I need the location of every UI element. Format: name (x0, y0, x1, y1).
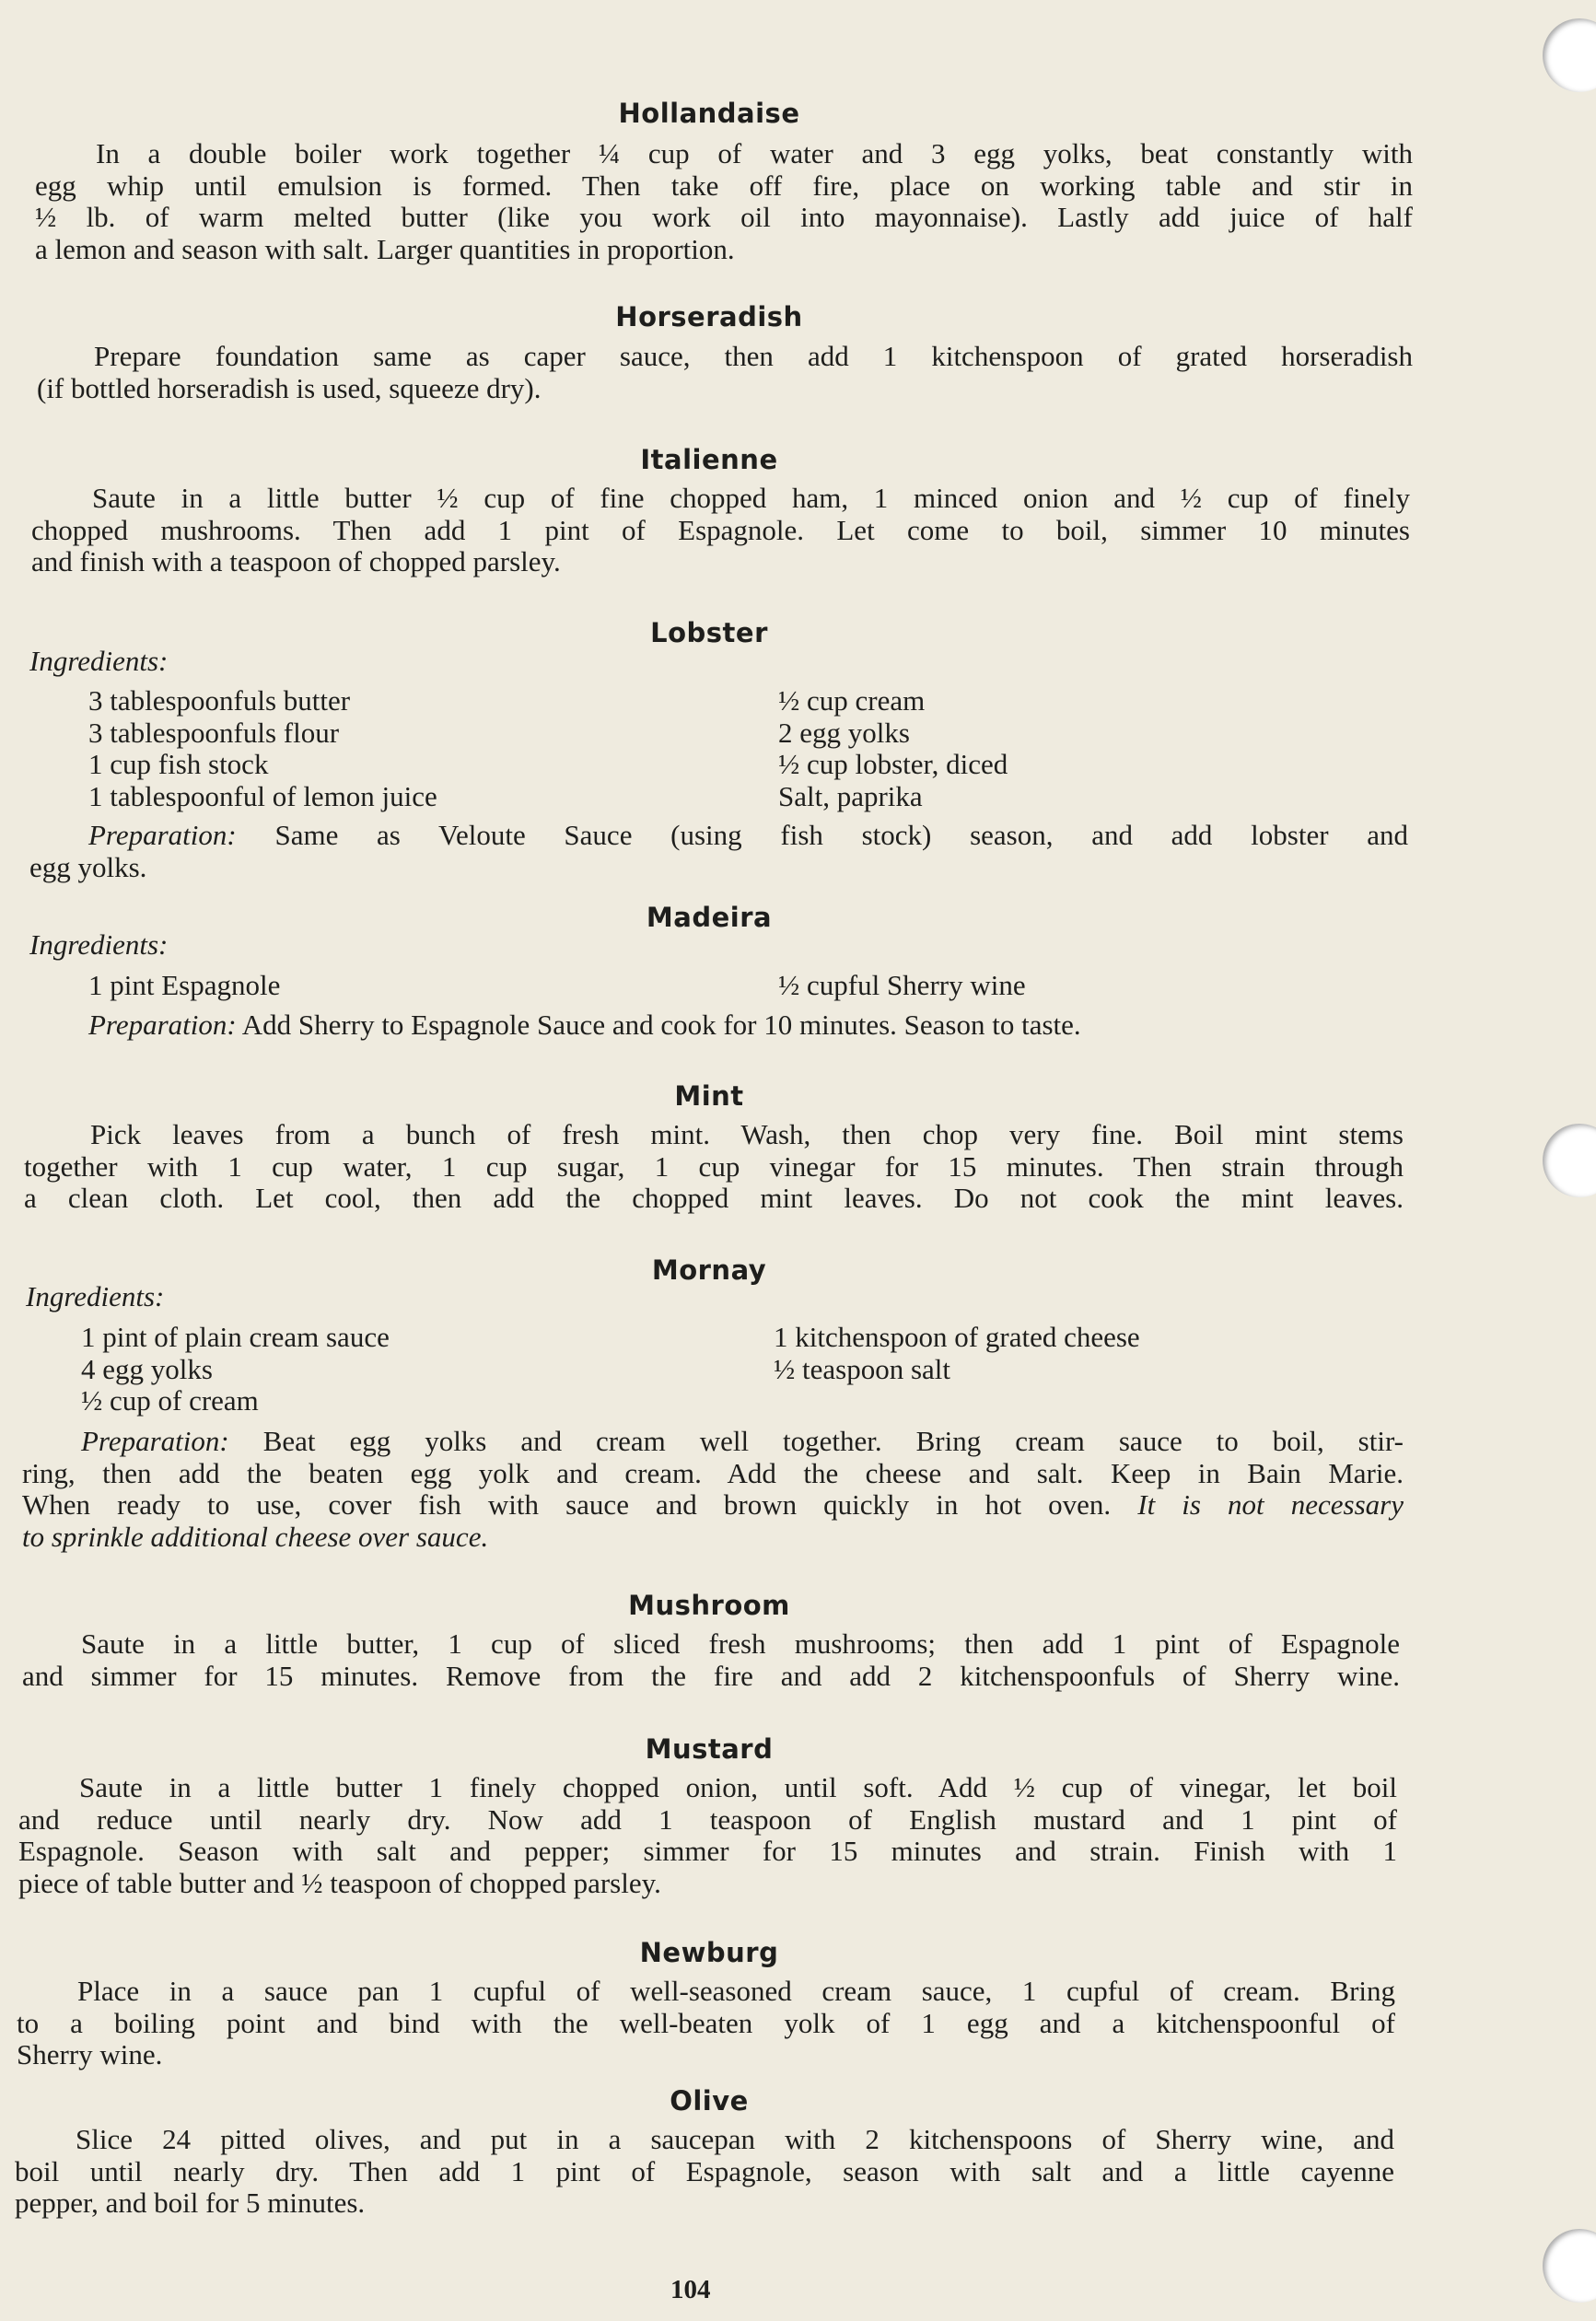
ingredient-item: ½ teaspoon salt (774, 1352, 950, 1385)
ingredient-item: 1 tablespoonful of lemon juice (88, 779, 437, 812)
text-line: Sherry wine. (17, 2038, 163, 2070)
ingredient-item: 1 kitchenspoon of grated cheese (774, 1321, 1140, 1353)
recipe-title-italienne: Italienne (640, 444, 778, 475)
recipe-title-lobster: Lobster (650, 617, 768, 648)
text-line: Saute in a little butter 1 finely chopped onion, until soft. Add ½ cup of vinegar, let boil (79, 1771, 1397, 1803)
recipe-body-hollandaise (35, 138, 1413, 265)
ingredient-item: ½ cup cream (778, 684, 926, 717)
ingredients-right-madeira (778, 970, 1026, 1002)
text-line: a clean cloth. Let cool, then add the chopped mint leaves. Do not cook the mint leaves. (24, 1182, 1404, 1214)
ingredients-right-lobster (778, 685, 1008, 812)
recipe-title-mint: Mint (674, 1080, 744, 1112)
prep-text: When ready to use, cover fish with sauce and brown quickly in hot oven. (22, 1488, 1112, 1521)
ingredient-item: 2 egg yolks (778, 716, 910, 749)
text-line: egg yolks. (29, 850, 147, 883)
recipe-title-olive: Olive (670, 2085, 749, 2117)
recipe-prep-madeira (88, 1009, 1405, 1042)
text-line: and reduce until nearly dry. Now add 1 teaspoon of English mustard and 1 pint of (18, 1802, 1397, 1836)
text-line: and finish with a teaspoon of chopped parsley. (31, 545, 561, 577)
text-line (22, 1426, 1404, 1458)
binder-hole (1543, 2229, 1596, 2303)
ingredients-right-mornay (774, 1322, 1140, 1385)
page-number: 104 (670, 2275, 711, 2304)
ingredient-item: ½ cup lobster, diced (778, 748, 1008, 780)
prep-text: Beat egg yolks and cream well together. Bring cream sauce to boil, stir- (262, 1425, 1404, 1457)
ingredient-item: 1 cup fish stock (88, 748, 269, 780)
prep-label: Preparation: (81, 1425, 229, 1457)
text-line: ring, then add the beaten egg yolk and cream. Add the cheese and salt. Keep in Bain Marie. (22, 1456, 1404, 1489)
text-line: together with 1 cup water, 1 cup sugar, 1 cup vinegar for 15 minutes. Then strain through (24, 1149, 1404, 1183)
recipe-body-horseradish (37, 341, 1413, 404)
ingredients-left-madeira (88, 970, 280, 1002)
prep-note: to sprinkle additional cheese over sauce. (22, 1520, 489, 1553)
recipe-body-mint (24, 1119, 1404, 1215)
text-line: Saute in a little butter ½ cup of fine chopped ham, 1 minced onion and ½ cup of finely (92, 482, 1410, 514)
text-line: egg whip until emulsion is formed. Then take off fire, place on working table and stir in (35, 169, 1413, 202)
text-line: ½ lb. of warm melted butter (like you work oil into mayonnaise). Lastly add juice of half (35, 201, 1413, 233)
text-line: chopped mushrooms. Then add 1 pint of Espagnole. Let come to boil, simmer 10 minutes (31, 513, 1410, 546)
ingredients-label: Ingredients: (26, 1280, 165, 1312)
recipe-title-mornay: Mornay (651, 1254, 767, 1286)
text-line: piece of table butter and ½ teaspoon of chopped parsley. (18, 1866, 661, 1899)
recipe-body-mushroom (22, 1628, 1400, 1692)
recipe-title-horseradish: Horseradish (615, 301, 803, 332)
prep-text: Same as Veloute Sauce (using fish stock) season, and add lobster and (274, 819, 1408, 851)
ingredient-item: 1 pint of plain cream sauce (81, 1321, 390, 1353)
text-line (22, 1489, 1404, 1522)
ingredient-item: Salt, paprika (778, 779, 923, 812)
text-line: Pick leaves from a bunch of fresh mint. Wash, then chop very fine. Boil mint stems (90, 1118, 1404, 1150)
binder-hole (1543, 18, 1596, 92)
prep-label: Preparation: (88, 819, 237, 851)
ingredient-item: 1 pint Espagnole (88, 969, 281, 1001)
text-line: (if bottled horseradish is used, squeeze dry). (37, 371, 542, 404)
text-line: Espagnole. Season with salt and pepper; simmer for 15 minutes and strain. Finish with 1 (18, 1835, 1397, 1867)
ingredient-item: ½ cupful Sherry wine (778, 969, 1026, 1001)
recipe-title-mustard: Mustard (645, 1733, 774, 1765)
text-line (22, 1522, 1404, 1554)
prep-label: Preparation: (88, 1009, 237, 1041)
text-line: a lemon and season with salt. Larger quantities in proportion. (35, 232, 735, 265)
recipe-title-madeira: Madeira (646, 902, 773, 933)
recipe-prep-mornay (22, 1426, 1404, 1553)
ingredients-left-lobster (88, 685, 437, 812)
text-line (88, 1009, 1405, 1042)
ingredient-item: 3 tablespoonfuls butter (88, 684, 351, 717)
recipe-body-mustard (18, 1772, 1397, 1899)
recipe-title-mushroom: Mushroom (628, 1590, 790, 1621)
recipe-body-newburg (17, 1976, 1395, 2071)
ingredient-item: ½ cup of cream (81, 1384, 259, 1417)
prep-note: It is not necessary (1137, 1488, 1404, 1521)
text-line (29, 820, 1408, 852)
text-line: to a boiling point and bind with the well-beaten yolk of 1 egg and a kitchenspoonful of (17, 2006, 1395, 2039)
text-line: Slice 24 pitted olives, and put in a saucepan with 2 kitchenspoons of Sherry wine, and (76, 2123, 1394, 2155)
ingredient-item: 4 egg yolks (81, 1352, 213, 1385)
prep-text: Add Sherry to Espagnole Sauce and cook for 10 minutes. Season to taste. (241, 1009, 1081, 1041)
text-line: Place in a sauce pan 1 cupful of well-seasoned cream sauce, 1 cupful of cream. Bring (77, 1975, 1395, 2007)
binder-hole (1543, 1124, 1596, 1197)
ingredient-item: 3 tablespoonfuls flour (88, 716, 340, 749)
text-line: pepper, and boil for 5 minutes. (15, 2187, 366, 2219)
text-line: Saute in a little butter, 1 cup of sliced fresh mushrooms; then add 1 pint of Espagnole (81, 1627, 1400, 1660)
ingredients-label: Ingredients: (29, 928, 169, 961)
recipe-body-italienne (31, 483, 1410, 578)
text-line: boil until nearly dry. Then add 1 pint of Espagnole, season with salt and a little cayenne (15, 2154, 1394, 2187)
recipe-prep-lobster (29, 820, 1408, 883)
text-line: and simmer for 15 minutes. Remove from the fire and add 2 kitchenspoonfuls of Sherry wine. (22, 1659, 1400, 1692)
recipe-title-hollandaise: Hollandaise (618, 98, 800, 129)
recipe-title-newburg: Newburg (639, 1937, 779, 1968)
ingredients-label: Ingredients: (29, 645, 169, 677)
recipe-body-olive (15, 2124, 1394, 2220)
ingredients-left-mornay (81, 1322, 390, 1417)
text-line: Prepare foundation same as caper sauce, then add 1 kitchenspoon of grated horseradish (94, 340, 1413, 372)
text-line: In a double boiler work together ¼ cup of water and 3 egg yolks, beat constantly with (96, 137, 1413, 169)
